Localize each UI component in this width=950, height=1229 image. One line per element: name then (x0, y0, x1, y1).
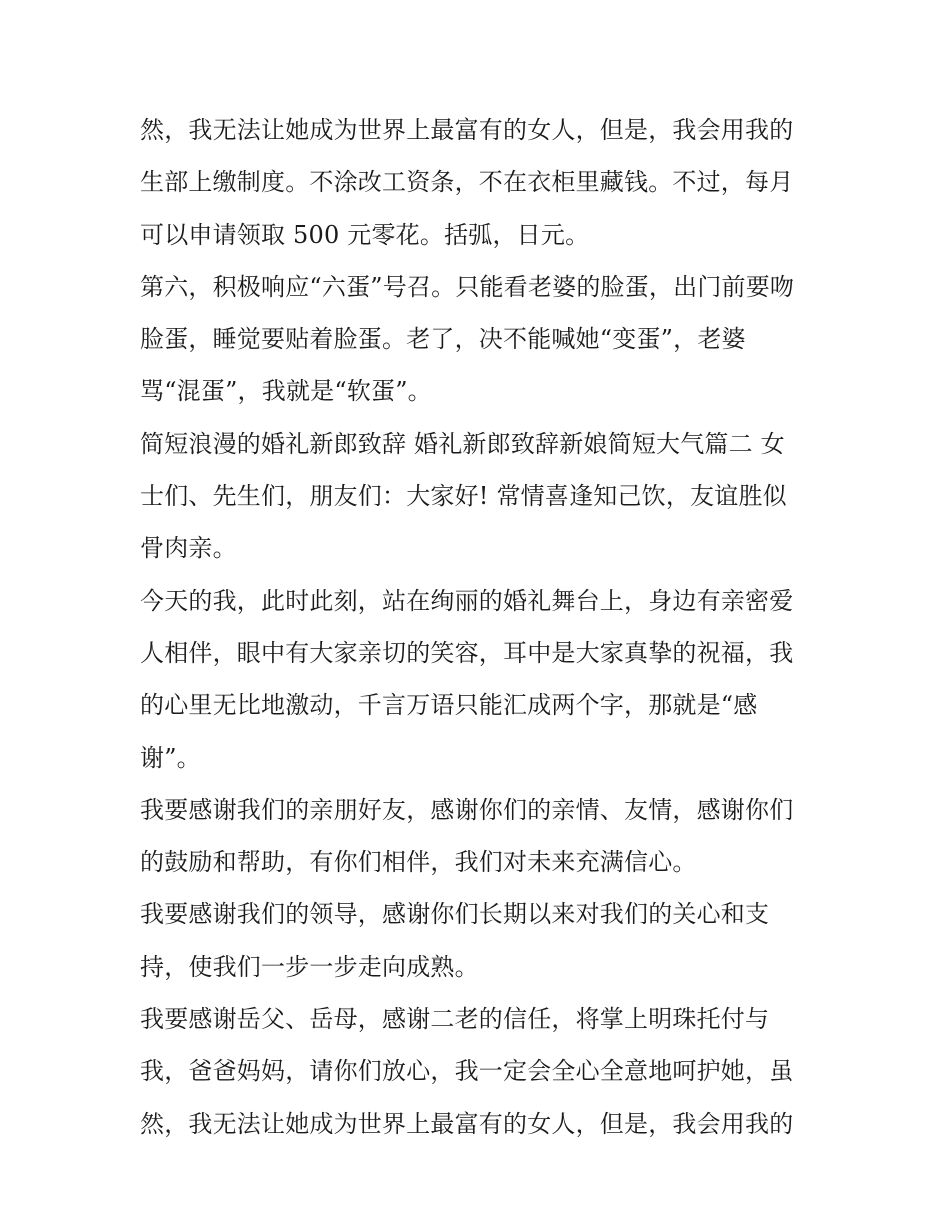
text-line: 然，我无法让她成为世界上最富有的女人，但是，我会用我的 (140, 1109, 794, 1138)
text-line: 骨肉亲。 (140, 534, 237, 563)
text-line: 今天的我，此时此刻，站在绚丽的婚礼舞台上，身边有亲密爱 (140, 586, 794, 615)
text-line: 生部上缴制度。不涂改工资条，不在衣柜里藏钱。不过，每月 (140, 168, 794, 197)
text-line: 我要感谢我们的领导，感谢你们长期以来对我们的关心和支 (140, 900, 770, 929)
text-line: 持，使我们一步一步走向成熟。 (140, 952, 479, 981)
text-line: 人相伴，眼中有大家亲切的笑容，耳中是大家真挚的祝福，我 (140, 638, 794, 667)
text-line: 简短浪漫的婚礼新郎致辞 婚礼新郎致辞新娘简短大气篇二 女 (140, 429, 785, 458)
text-line: 可以申请领取 500 元零花。括弧，日元。 (140, 220, 590, 249)
text-line: 脸蛋，睡觉要贴着脸蛋。老了，决不能喊她“变蛋”，老婆 (140, 325, 746, 354)
text-line: 谢”。 (140, 743, 201, 772)
text-line: 的鼓励和帮助，有你们相伴，我们对未来充满信心。 (140, 848, 697, 877)
text-line: 我要感谢岳父、岳母，感谢二老的信任，将掌上明珠托付与 (140, 1005, 770, 1034)
text-line: 我，爸爸妈妈，请你们放心，我一定会全心全意地呵护她，虽 (140, 1057, 794, 1086)
text-line: 骂“混蛋”，我就是“软蛋”。 (140, 377, 432, 406)
text-line: 第六，积极响应“六蛋”号召。只能看老婆的脸蛋，出门前要吻 (140, 272, 795, 301)
document-body (140, 104, 820, 1150)
text-line: 然，我无法让她成为世界上最富有的女人，但是，我会用我的 (140, 116, 794, 144)
text-line: 我要感谢我们的亲朋好友，感谢你们的亲情、友情，感谢你们 (140, 795, 794, 824)
text-line: 的心里无比地激动，千言万语只能汇成两个字，那就是“感 (140, 691, 758, 720)
text-line: 士们、先生们，朋友们：大家好! 常情喜逢知己饮，友谊胜似 (140, 482, 787, 511)
